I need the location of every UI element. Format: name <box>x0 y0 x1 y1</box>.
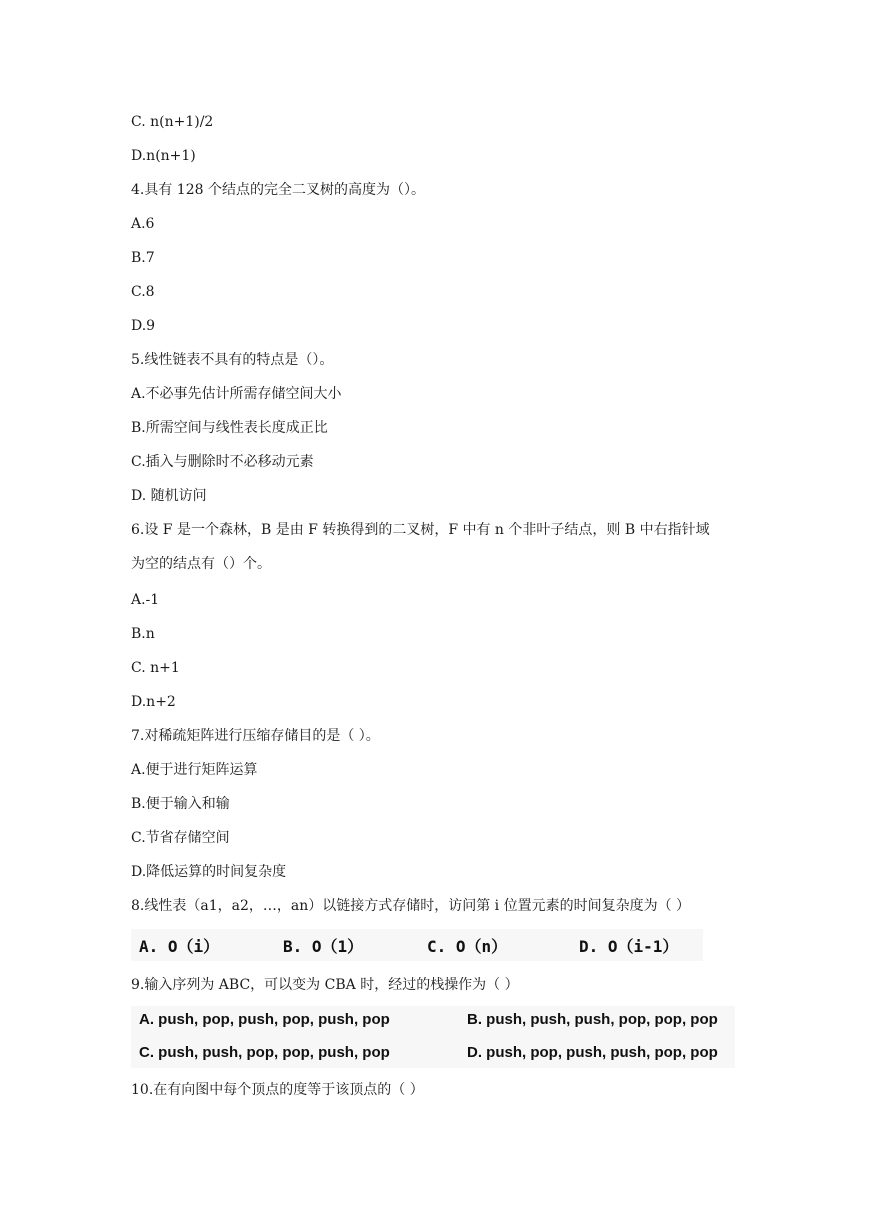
q7-option-c: C.节省存储空间 <box>131 830 230 846</box>
q5-option-d: D. 随机访问 <box>131 488 207 504</box>
q8-option-d: D. O（i-1） <box>579 936 679 956</box>
q3-option-d: D.n(n+1) <box>131 148 196 164</box>
q5-option-a: A.不必事先估计所需存储空间大小 <box>131 386 342 402</box>
q9-option-c: C. push, push, pop, pop, push, pop <box>139 1044 390 1061</box>
q9-options-image <box>131 1006 735 1068</box>
q3-option-c: C. n(n+1)/2 <box>131 114 214 130</box>
q4-option-c: C.8 <box>131 284 155 300</box>
q9-option-a: A. push, pop, push, pop, push, pop <box>139 1011 390 1028</box>
q9-question: 9.输入序列为 ABC，可以变为 CBA 时，经过的栈操作为（ ） <box>131 977 519 993</box>
q9-option-d: D. push, pop, push, push, pop, pop <box>467 1044 718 1061</box>
q8-question: 8.线性表（a1，a2，…，an）以链接方式存储时，访问第 i 位置元素的时间复杂度为（ ） <box>131 898 691 914</box>
q6-option-b: B.n <box>131 626 155 642</box>
q4-option-d: D.9 <box>131 318 156 334</box>
q8-option-b: B. O（1） <box>283 936 364 956</box>
q7-option-b: B.便于输入和输 <box>131 796 230 812</box>
q8-option-c: C. O（n） <box>427 936 508 956</box>
q6-option-d: D.n+2 <box>131 694 176 710</box>
q5-option-b: B.所需空间与线性表长度成正比 <box>131 420 328 436</box>
q7-question: 7.对稀疏矩阵进行压缩存储目的是（ ）。 <box>131 728 380 744</box>
q7-option-a: A.便于进行矩阵运算 <box>131 762 258 778</box>
q4-question: 4.具有 128 个结点的完全二叉树的高度为（）。 <box>131 182 425 198</box>
q5-question: 5.线性链表不具有的特点是（）。 <box>131 352 334 368</box>
q6-option-c: C. n+1 <box>131 660 180 676</box>
q4-option-a: A.6 <box>131 216 155 232</box>
q8-options-image <box>131 929 703 961</box>
q10-question: 10.在有向图中每个顶点的度等于该顶点的（ ） <box>131 1082 424 1098</box>
q7-option-d: D.降低运算的时间复杂度 <box>131 864 287 880</box>
q4-option-b: B.7 <box>131 250 155 266</box>
q6-option-a: A.-1 <box>131 592 160 608</box>
q5-option-c: C.插入与删除时不必移动元素 <box>131 454 314 470</box>
q8-option-a: A. O（i） <box>139 936 220 956</box>
q6-question-line2: 为空的结点有（）个。 <box>131 556 271 572</box>
q6-question-line1: 6.设 F 是一个森林，B 是由 F 转换得到的二叉树，F 中有 n 个非叶子结点，则 B 中右指针域 <box>131 522 710 538</box>
q9-option-b: B. push, push, push, pop, pop, pop <box>467 1011 718 1028</box>
